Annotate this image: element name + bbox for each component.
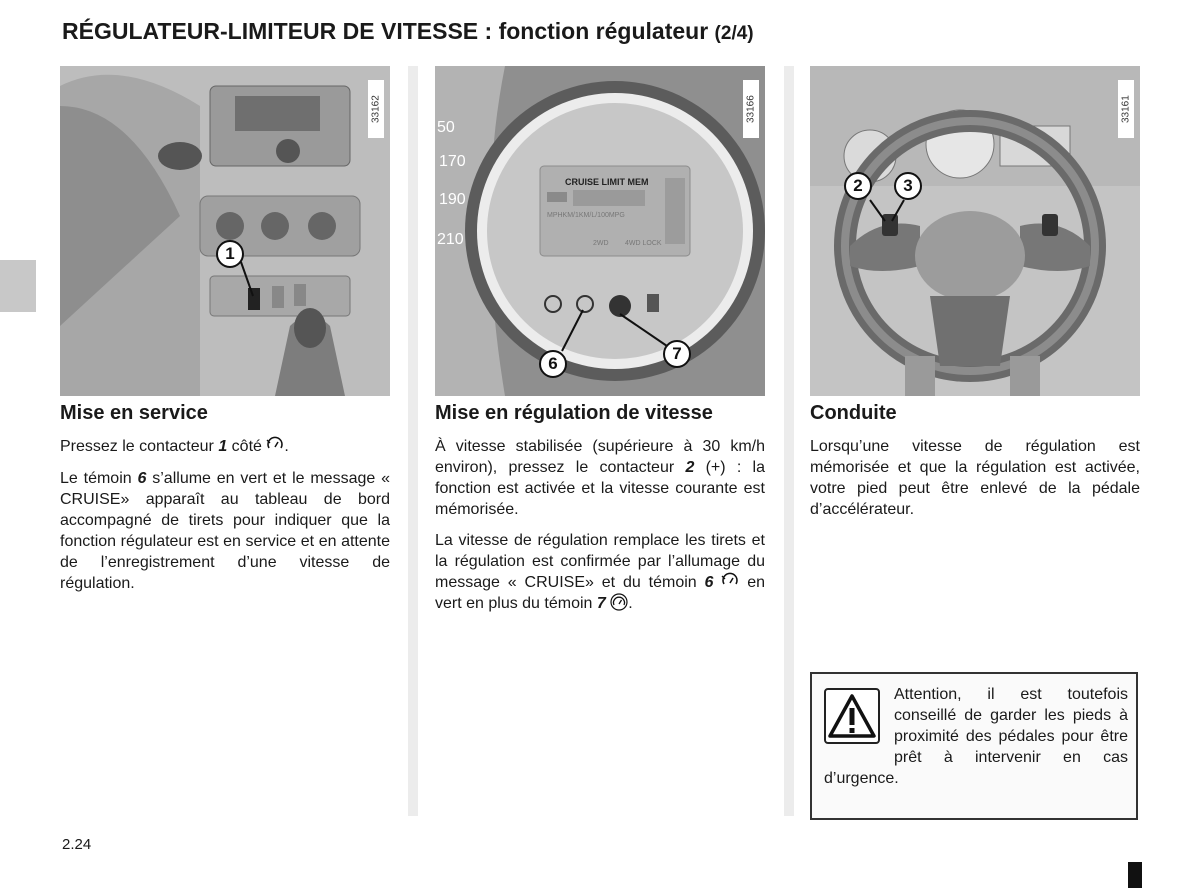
cluster-display-row3: 4WD LOCK [625, 240, 662, 247]
cruise-control-icon [266, 436, 284, 454]
paragraph-text: (+) : la fonction est activée et la vitesse courante est mémorisée. [435, 459, 765, 518]
speed-label: 170 [439, 153, 466, 170]
figure-instrument-cluster [435, 66, 765, 396]
page-number: 2.24 [62, 836, 92, 853]
callout-1: 1 [216, 240, 244, 268]
cruise-control-icon [721, 572, 739, 590]
callout-7: 7 [663, 340, 691, 368]
page-marker [1128, 862, 1142, 888]
column-divider [784, 66, 794, 816]
speed-label: 210 [437, 231, 464, 248]
title-text: RÉGULATEUR-LIMITEUR DE VITESSE : fonction régulateur [62, 18, 709, 44]
cluster-display-row1: MPHKM/1KM/L/100MPG [547, 212, 625, 219]
paragraph-text: La vitesse de régulation remplace les tirets et la régulation est confirmée par l’allumage du message « CRUISE» et du témoin [435, 532, 765, 591]
paragraph-text: . [284, 438, 289, 455]
section-heading-conduite: Conduite [810, 402, 897, 424]
paragraph-text: À vitesse stabilisée (supérieure à 30 km/h environ), pressez le contacteur [435, 438, 765, 476]
callout-3: 3 [894, 172, 922, 200]
paragraph [435, 530, 765, 614]
paragraph-text: Le témoin [60, 470, 132, 487]
paragraph: Lorsqu’une vitesse de régulation est mémorisée et que la régulation est activée, votre pied peut être enlevé de la pédale d’accélérateur. [810, 438, 1140, 518]
section-heading-mise-en-regulation: Mise en régulation de vitesse [435, 402, 713, 424]
speed-label: 190 [439, 191, 466, 208]
chapter-tab [0, 260, 36, 312]
paragraph-text: en vert en plus du témoin [435, 574, 765, 612]
reference-number: 1 [218, 438, 228, 455]
figure-number: 33162 [368, 80, 384, 138]
reference-number: 6 [137, 470, 147, 487]
warning-box [810, 672, 1138, 820]
figure-center-console [60, 66, 390, 396]
page-title [62, 18, 754, 45]
paragraph [435, 436, 765, 520]
paragraph-text: Pressez le contacteur [60, 438, 214, 455]
paragraph-text: . [628, 595, 633, 612]
reference-number: 6 [704, 574, 714, 591]
paragraph [60, 468, 390, 594]
section-heading-mise-en-service: Mise en service [60, 402, 208, 424]
title-page-of: (2/4) [714, 23, 754, 44]
paragraph-text: côté [231, 438, 262, 455]
cruise-active-icon [610, 593, 628, 611]
figure-steering-wheel [810, 66, 1140, 396]
reference-number: 2 [685, 459, 695, 476]
paragraph-text: s’allume en vert et le message « CRUISE» apparaît au tableau de bord accompagné de tirets pour indiquer que la fonction régulateur est en service et en attente de l’enregistrement d’une vitesse de régulation. [60, 470, 391, 592]
warning-text: Attention, il est toutefois conseillé de garder les pieds à proximité des pédales pour être prêt à intervenir en cas d’urgence. [824, 686, 1128, 787]
callout-6: 6 [539, 350, 567, 378]
cluster-display-row2: 2WD [593, 240, 609, 247]
paragraph [60, 436, 390, 457]
callout-2: 2 [844, 172, 872, 200]
column-divider [408, 66, 418, 816]
speed-label: 50 [437, 119, 455, 136]
figure-number: 33161 [1118, 80, 1134, 138]
cluster-display-header: CRUISE LIMIT MEM [565, 177, 649, 187]
reference-number: 7 [596, 595, 606, 612]
figure-number: 33166 [743, 80, 759, 138]
